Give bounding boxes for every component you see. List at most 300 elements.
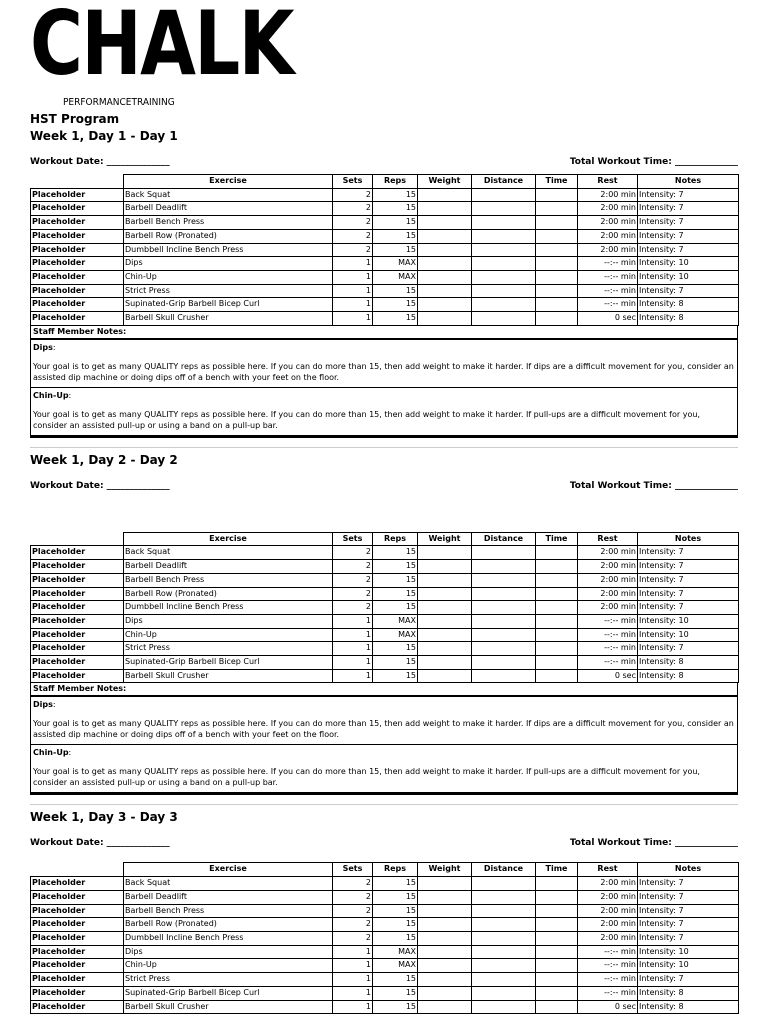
weight-cell[interactable] — [418, 669, 472, 683]
sets-cell: 2 — [333, 890, 373, 904]
notes-cell: Intensity: 7 — [638, 560, 739, 574]
time-cell[interactable] — [536, 560, 578, 574]
rest-cell: --:-- min — [578, 298, 638, 312]
exercise-cell: Dumbbell Incline Bench Press — [124, 601, 333, 615]
weight-cell[interactable] — [418, 243, 472, 257]
day-title: Week 1, Day 3 - Day 3 — [30, 810, 178, 825]
table-row — [31, 642, 739, 656]
exercise-cell: Chin-Up — [124, 959, 333, 973]
reps-cell: 15 — [373, 890, 418, 904]
distance-cell[interactable] — [472, 890, 536, 904]
rest-cell: --:-- min — [578, 628, 638, 642]
athlete-cell: Placeholder — [31, 628, 124, 642]
sets-cell: 1 — [333, 1000, 373, 1014]
notes-cell: Intensity: 7 — [638, 587, 739, 601]
distance-cell[interactable] — [472, 959, 536, 973]
distance-cell[interactable] — [472, 312, 536, 326]
weight-cell[interactable] — [418, 614, 472, 628]
notes-cell: Intensity: 7 — [638, 904, 739, 918]
notes-cell: Intensity: 7 — [638, 284, 739, 298]
notes-cell: Intensity: 7 — [638, 573, 739, 587]
reps-cell: MAX — [373, 270, 418, 284]
distance-cell[interactable] — [472, 877, 536, 891]
time-cell[interactable] — [536, 918, 578, 932]
notes-cell: Intensity: 7 — [638, 546, 739, 560]
sets-cell: 2 — [333, 931, 373, 945]
col-notes: Notes — [638, 175, 739, 189]
table-row — [31, 188, 739, 202]
sets-cell: 1 — [333, 628, 373, 642]
notes-cell: Intensity: 8 — [638, 986, 739, 1000]
total-workout-time-field[interactable]: Total Workout Time: ______________ — [569, 480, 738, 491]
weight-cell[interactable] — [418, 270, 472, 284]
time-cell[interactable] — [536, 229, 578, 243]
col-weight: Weight — [418, 175, 472, 189]
day-section — [30, 453, 738, 806]
distance-cell[interactable] — [472, 560, 536, 574]
table-row — [31, 614, 739, 628]
table-row — [31, 890, 739, 904]
table-row — [31, 601, 739, 615]
weight-cell[interactable] — [418, 931, 472, 945]
distance-cell[interactable] — [472, 243, 536, 257]
athlete-cell: Placeholder — [31, 601, 124, 615]
sets-cell: 1 — [333, 669, 373, 683]
table-row — [31, 270, 739, 284]
exercise-cell: Barbell Deadlift — [124, 560, 333, 574]
athlete-cell: Placeholder — [31, 877, 124, 891]
sets-cell: 2 — [333, 918, 373, 932]
sets-cell: 1 — [333, 614, 373, 628]
weight-cell[interactable] — [418, 216, 472, 230]
total-workout-time-field[interactable]: Total Workout Time: ______________ — [569, 838, 738, 849]
sets-cell: 1 — [333, 973, 373, 987]
athlete-cell: Placeholder — [31, 560, 124, 574]
table-row — [31, 945, 739, 959]
athlete-cell: Placeholder — [31, 614, 124, 628]
col-exercise: Exercise — [124, 175, 333, 189]
time-cell[interactable] — [536, 298, 578, 312]
exercise-cell: Barbell Bench Press — [124, 573, 333, 587]
distance-cell[interactable] — [472, 669, 536, 683]
section-divider — [30, 445, 738, 448]
notes-cell: Intensity: 7 — [638, 973, 739, 987]
distance-cell[interactable] — [472, 931, 536, 945]
exercise-cell: Barbell Bench Press — [124, 904, 333, 918]
weight-cell[interactable] — [418, 628, 472, 642]
sets-cell: 1 — [333, 642, 373, 656]
time-cell[interactable] — [536, 959, 578, 973]
time-cell[interactable] — [536, 669, 578, 683]
athlete-cell: Placeholder — [31, 587, 124, 601]
table-row — [31, 1000, 739, 1014]
time-cell[interactable] — [536, 877, 578, 891]
athlete-cell: Placeholder — [31, 656, 124, 670]
distance-cell[interactable] — [472, 216, 536, 230]
distance-cell[interactable] — [472, 642, 536, 656]
note-text: Your goal is to get as many QUALITY reps as possible here. If you can do more than 15, then add weight to make it harder. If pull-ups are a difficult movement for you, consider an assisted pull-up or using a band on a pull-up bar. — [33, 767, 700, 788]
rest-cell: 2:00 min — [578, 560, 638, 574]
time-cell[interactable] — [536, 546, 578, 560]
athlete-cell: Placeholder — [31, 973, 124, 987]
weight-cell[interactable] — [418, 284, 472, 298]
weight-cell[interactable] — [418, 560, 472, 574]
note-block-chin-up: Chin-Up: Your goal is to get as many QUALITY reps as possible here. If you can do more than 15, then add weight to make it harder. If pull-ups are a difficult movement for you, consider an assisted pull-up or using a band on a pull-up bar. — [31, 387, 737, 435]
distance-cell[interactable] — [472, 904, 536, 918]
exercise-cell: Dips — [124, 257, 333, 271]
time-cell[interactable] — [536, 945, 578, 959]
athlete-cell: Placeholder — [31, 243, 124, 257]
exercise-cell: Chin-Up — [124, 270, 333, 284]
col-sets: Sets — [333, 532, 373, 546]
notes-cell: Intensity: 7 — [638, 601, 739, 615]
distance-cell[interactable] — [472, 229, 536, 243]
distance-cell[interactable] — [472, 628, 536, 642]
table-row — [31, 986, 739, 1000]
distance-cell[interactable] — [472, 614, 536, 628]
reps-cell: 15 — [373, 202, 418, 216]
time-cell[interactable] — [536, 257, 578, 271]
time-cell[interactable] — [536, 931, 578, 945]
notes-cell: Intensity: 10 — [638, 257, 739, 271]
rest-cell: --:-- min — [578, 284, 638, 298]
note-block-chin-up: Chin-Up: Your goal is to get as many QUALITY reps as possible here. If you can do more than 15, then add weight to make it harder. If pull-ups are a difficult movement for you, consider an assisted pull-up or using a band on a pull-up bar. — [31, 744, 737, 792]
weight-cell[interactable] — [418, 257, 472, 271]
time-cell[interactable] — [536, 614, 578, 628]
sets-cell: 2 — [333, 229, 373, 243]
col-weight: Weight — [418, 532, 472, 546]
time-cell[interactable] — [536, 628, 578, 642]
table-row — [31, 560, 739, 574]
col-notes: Notes — [638, 532, 739, 546]
col-exercise: Exercise — [124, 532, 333, 546]
table-row — [31, 587, 739, 601]
col-distance: Distance — [472, 175, 536, 189]
workout-meta — [30, 837, 738, 849]
exercise-cell: Chin-Up — [124, 628, 333, 642]
exercise-cell: Barbell Bench Press — [124, 216, 333, 230]
distance-cell[interactable] — [472, 188, 536, 202]
rest-cell: 2:00 min — [578, 904, 638, 918]
staff-notes-label: Staff Member Notes: — [31, 683, 737, 697]
reps-cell: 15 — [373, 560, 418, 574]
staff-notes-label: Staff Member Notes: — [31, 326, 737, 340]
workout-meta — [30, 480, 738, 492]
athlete-cell: Placeholder — [31, 298, 124, 312]
rest-cell: --:-- min — [578, 945, 638, 959]
time-cell[interactable] — [536, 216, 578, 230]
exercise-cell: Dips — [124, 614, 333, 628]
rest-cell: 2:00 min — [578, 918, 638, 932]
col-rest: Rest — [578, 175, 638, 189]
rest-cell: 2:00 min — [578, 216, 638, 230]
distance-cell[interactable] — [472, 656, 536, 670]
weight-cell[interactable] — [418, 945, 472, 959]
athlete-cell: Placeholder — [31, 918, 124, 932]
rest-cell: 2:00 min — [578, 546, 638, 560]
weight-cell[interactable] — [418, 877, 472, 891]
time-cell[interactable] — [536, 188, 578, 202]
weight-cell[interactable] — [418, 573, 472, 587]
col-time: Time — [536, 863, 578, 877]
athlete-cell: Placeholder — [31, 546, 124, 560]
sets-cell: 1 — [333, 312, 373, 326]
rest-cell: 2:00 min — [578, 229, 638, 243]
rest-cell: --:-- min — [578, 257, 638, 271]
time-cell[interactable] — [536, 573, 578, 587]
sets-cell: 1 — [333, 257, 373, 271]
workout-date-field[interactable]: Workout Date: ______________ — [30, 480, 170, 491]
athlete-cell: Placeholder — [31, 284, 124, 298]
distance-cell[interactable] — [472, 257, 536, 271]
athlete-cell: Placeholder — [31, 642, 124, 656]
sets-cell: 2 — [333, 877, 373, 891]
reps-cell: MAX — [373, 614, 418, 628]
notes-cell: Intensity: 7 — [638, 243, 739, 257]
program-title: HST Program — [30, 112, 120, 126]
time-cell[interactable] — [536, 890, 578, 904]
workout-date-field[interactable]: Workout Date: ______________ — [30, 157, 170, 167]
note-heading: Dips — [33, 342, 53, 352]
weight-cell[interactable] — [418, 986, 472, 1000]
weight-cell[interactable] — [418, 601, 472, 615]
rest-cell: --:-- min — [578, 614, 638, 628]
sets-cell: 2 — [333, 202, 373, 216]
athlete-cell: Placeholder — [31, 202, 124, 216]
note-heading: Dips — [33, 700, 53, 710]
table-row — [31, 202, 739, 216]
weight-cell[interactable] — [418, 1000, 472, 1014]
section-divider — [30, 802, 738, 805]
table-row — [31, 257, 739, 271]
notes-cell: Intensity: 7 — [638, 877, 739, 891]
exercise-cell: Back Squat — [124, 877, 333, 891]
header-blank — [31, 532, 124, 546]
athlete-cell: Placeholder — [31, 216, 124, 230]
rest-cell: 2:00 min — [578, 890, 638, 904]
exercise-table — [30, 174, 739, 326]
reps-cell: 15 — [373, 642, 418, 656]
distance-cell[interactable] — [472, 587, 536, 601]
exercise-cell: Supinated-Grip Barbell Bicep Curl — [124, 986, 333, 1000]
reps-cell: 15 — [373, 973, 418, 987]
reps-cell: 15 — [373, 229, 418, 243]
reps-cell: 15 — [373, 656, 418, 670]
table-row — [31, 669, 739, 683]
table-row — [31, 628, 739, 642]
rest-cell: 2:00 min — [578, 243, 638, 257]
exercise-cell: Barbell Skull Crusher — [124, 669, 333, 683]
exercise-table — [30, 862, 739, 1014]
distance-cell[interactable] — [472, 918, 536, 932]
exercise-cell: Barbell Skull Crusher — [124, 1000, 333, 1014]
time-cell[interactable] — [536, 973, 578, 987]
time-cell[interactable] — [536, 1000, 578, 1014]
reps-cell: 15 — [373, 573, 418, 587]
workout-date-field[interactable]: Workout Date: ______________ — [30, 838, 170, 849]
athlete-cell: Placeholder — [31, 312, 124, 326]
weight-cell[interactable] — [418, 202, 472, 216]
athlete-cell: Placeholder — [31, 931, 124, 945]
table-row — [31, 216, 739, 230]
table-row — [31, 546, 739, 560]
rest-cell: 2:00 min — [578, 877, 638, 891]
sets-cell: 1 — [333, 270, 373, 284]
col-rest: Rest — [578, 532, 638, 546]
weight-cell[interactable] — [418, 918, 472, 932]
notes-cell: Intensity: 7 — [638, 931, 739, 945]
weight-cell[interactable] — [418, 642, 472, 656]
reps-cell: 15 — [373, 312, 418, 326]
distance-cell[interactable] — [472, 601, 536, 615]
time-cell[interactable] — [536, 601, 578, 615]
rest-cell: 2:00 min — [578, 202, 638, 216]
time-cell[interactable] — [536, 986, 578, 1000]
exercise-cell: Supinated-Grip Barbell Bicep Curl — [124, 298, 333, 312]
notes-cell: Intensity: 7 — [638, 642, 739, 656]
rest-cell: 0 sec — [578, 669, 638, 683]
total-workout-time-field[interactable]: Total Workout Time: ______________ — [569, 157, 738, 167]
notes-cell: Intensity: 7 — [638, 202, 739, 216]
sets-cell: 1 — [333, 656, 373, 670]
table-row — [31, 959, 739, 973]
notes-cell: Intensity: 7 — [638, 216, 739, 230]
staff-notes-box — [30, 683, 738, 793]
weight-cell[interactable] — [418, 546, 472, 560]
note-text: Your goal is to get as many QUALITY reps as possible here. If you can do more than 15, then add weight to make it harder. If dips are a difficult movement for you, consider an assisted dip machine or doing dips off of a bench with your feet on the floor. — [33, 361, 734, 382]
rest-cell: --:-- min — [578, 973, 638, 987]
notes-cell: Intensity: 8 — [638, 312, 739, 326]
reps-cell: 15 — [373, 931, 418, 945]
distance-cell[interactable] — [472, 546, 536, 560]
reps-cell: 15 — [373, 216, 418, 230]
athlete-cell: Placeholder — [31, 257, 124, 271]
notes-cell: Intensity: 7 — [638, 918, 739, 932]
time-cell[interactable] — [536, 587, 578, 601]
col-reps: Reps — [373, 532, 418, 546]
distance-cell[interactable] — [472, 986, 536, 1000]
exercise-cell: Dips — [124, 945, 333, 959]
day-title: Week 1, Day 1 - Day 1 — [30, 129, 178, 143]
distance-cell[interactable] — [472, 298, 536, 312]
rest-cell: 0 sec — [578, 1000, 638, 1014]
logo-subtitle: PERFORMANCETRAINING — [63, 97, 175, 108]
rest-cell: --:-- min — [578, 270, 638, 284]
header-blank — [31, 175, 124, 189]
weight-cell[interactable] — [418, 312, 472, 326]
workout-meta — [30, 156, 738, 168]
reps-cell: MAX — [373, 959, 418, 973]
note-text: Your goal is to get as many QUALITY reps as possible here. If you can do more than 15, then add weight to make it harder. If dips are a difficult movement for you, consider an assisted dip machine or doing dips off of a bench with your feet on the floor. — [33, 719, 734, 740]
reps-cell: 15 — [373, 243, 418, 257]
weight-cell[interactable] — [418, 959, 472, 973]
weight-cell[interactable] — [418, 229, 472, 243]
section-bottom-rule — [30, 436, 738, 438]
table-row — [31, 918, 739, 932]
table-row — [31, 931, 739, 945]
weight-cell[interactable] — [418, 656, 472, 670]
weight-cell[interactable] — [418, 904, 472, 918]
notes-cell: Intensity: 10 — [638, 945, 739, 959]
athlete-cell: Placeholder — [31, 229, 124, 243]
sets-cell: 1 — [333, 284, 373, 298]
reps-cell: 15 — [373, 986, 418, 1000]
time-cell[interactable] — [536, 243, 578, 257]
day-section — [30, 129, 738, 448]
rest-cell: 2:00 min — [578, 573, 638, 587]
reps-cell: 15 — [373, 298, 418, 312]
table-row — [31, 904, 739, 918]
distance-cell[interactable] — [472, 945, 536, 959]
distance-cell[interactable] — [472, 973, 536, 987]
reps-cell: 15 — [373, 546, 418, 560]
table-header-row — [31, 863, 739, 877]
exercise-cell: Barbell Skull Crusher — [124, 312, 333, 326]
exercise-cell: Back Squat — [124, 188, 333, 202]
rest-cell: --:-- min — [578, 656, 638, 670]
notes-cell: Intensity: 10 — [638, 270, 739, 284]
notes-cell: Intensity: 7 — [638, 188, 739, 202]
exercise-cell: Barbell Row (Pronated) — [124, 918, 333, 932]
weight-cell[interactable] — [418, 587, 472, 601]
distance-cell[interactable] — [472, 573, 536, 587]
distance-cell[interactable] — [472, 270, 536, 284]
athlete-cell: Placeholder — [31, 904, 124, 918]
distance-cell[interactable] — [472, 1000, 536, 1014]
distance-cell[interactable] — [472, 202, 536, 216]
time-cell[interactable] — [536, 284, 578, 298]
col-notes: Notes — [638, 863, 739, 877]
weight-cell[interactable] — [418, 973, 472, 987]
time-cell[interactable] — [536, 202, 578, 216]
sets-cell: 2 — [333, 601, 373, 615]
time-cell[interactable] — [536, 904, 578, 918]
table-row — [31, 284, 739, 298]
weight-cell[interactable] — [418, 188, 472, 202]
logo-wordmark: CHALK — [30, 0, 293, 95]
sets-cell: 2 — [333, 560, 373, 574]
athlete-cell: Placeholder — [31, 986, 124, 1000]
rest-cell: --:-- min — [578, 986, 638, 1000]
col-rest: Rest — [578, 863, 638, 877]
time-cell[interactable] — [536, 312, 578, 326]
table-row — [31, 243, 739, 257]
col-distance: Distance — [472, 863, 536, 877]
col-distance: Distance — [472, 532, 536, 546]
time-cell[interactable] — [536, 656, 578, 670]
exercise-cell: Barbell Row (Pronated) — [124, 587, 333, 601]
rest-cell: 2:00 min — [578, 931, 638, 945]
chalk-logo — [30, 0, 738, 112]
exercise-cell: Back Squat — [124, 546, 333, 560]
sets-cell: 2 — [333, 188, 373, 202]
reps-cell: MAX — [373, 628, 418, 642]
notes-cell: Intensity: 10 — [638, 959, 739, 973]
table-row — [31, 298, 739, 312]
distance-cell[interactable] — [472, 284, 536, 298]
sets-cell: 2 — [333, 587, 373, 601]
weight-cell[interactable] — [418, 298, 472, 312]
table-header-row — [31, 175, 739, 189]
time-cell[interactable] — [536, 642, 578, 656]
sets-cell: 1 — [333, 986, 373, 1000]
exercise-cell: Barbell Row (Pronated) — [124, 229, 333, 243]
col-weight: Weight — [418, 863, 472, 877]
time-cell[interactable] — [536, 270, 578, 284]
sets-cell: 2 — [333, 573, 373, 587]
exercise-cell: Dumbbell Incline Bench Press — [124, 243, 333, 257]
weight-cell[interactable] — [418, 890, 472, 904]
